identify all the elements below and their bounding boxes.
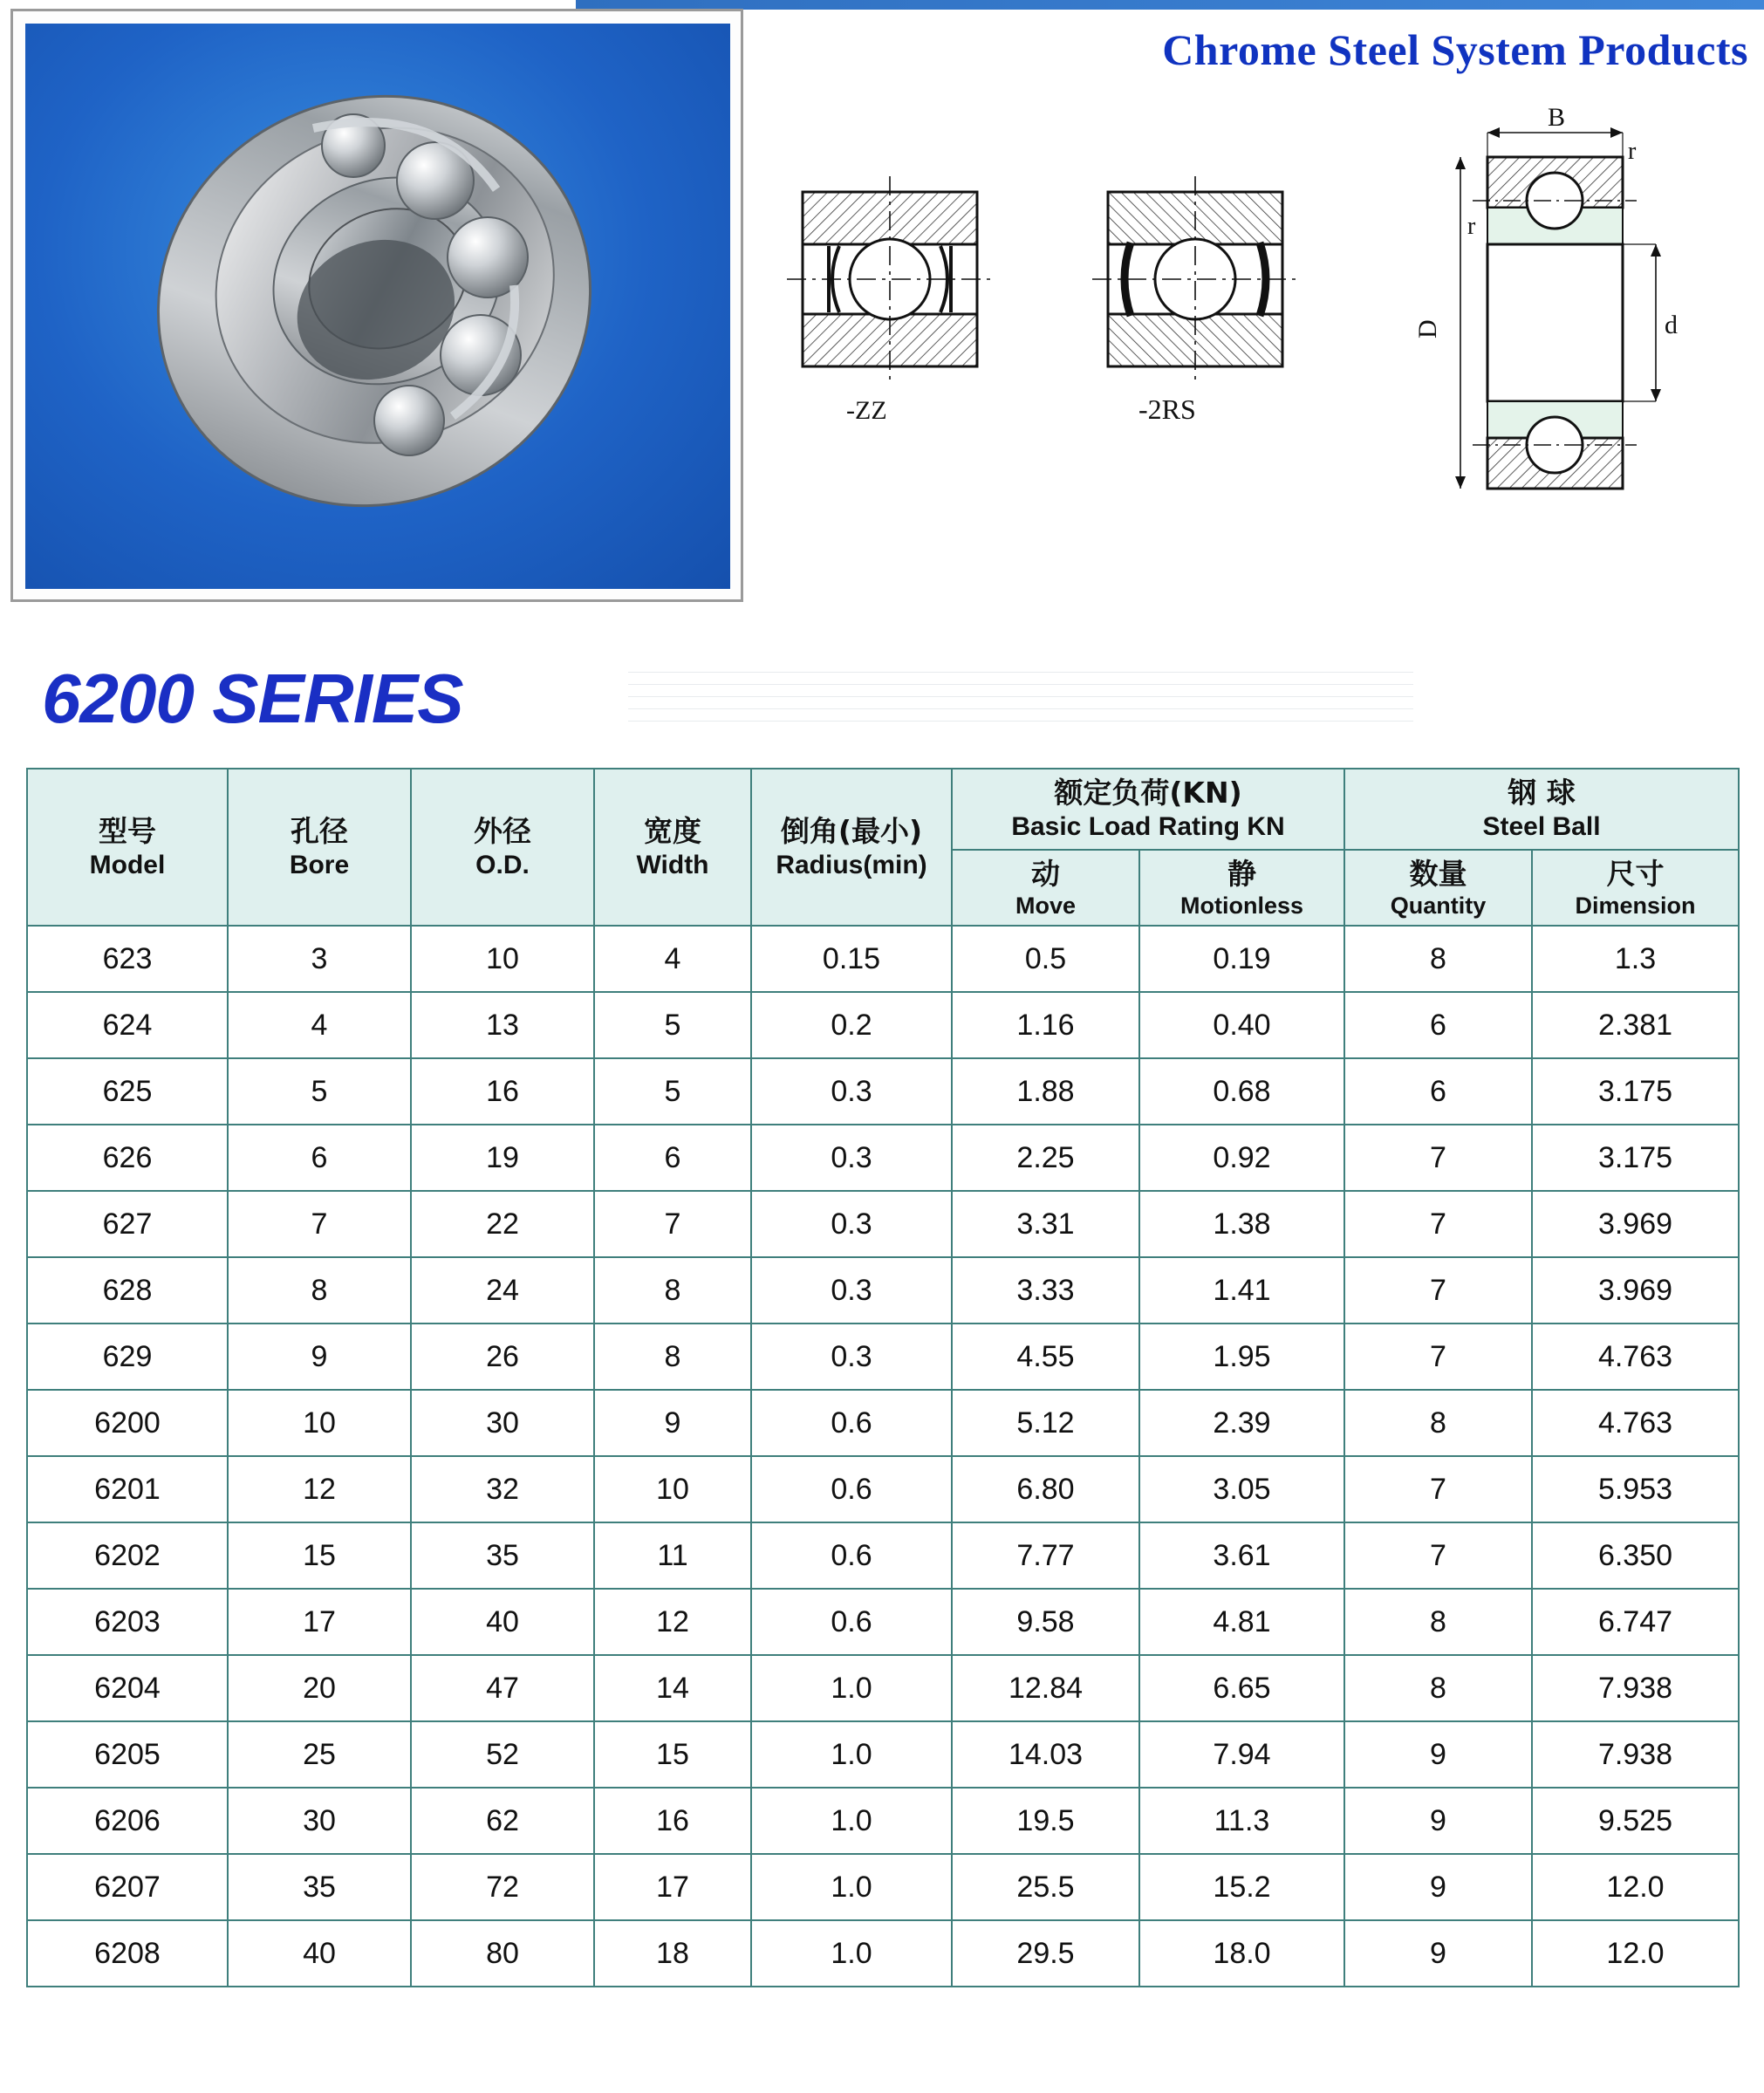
cell-quantity: 7 [1344, 1125, 1532, 1191]
table-row [27, 1854, 1739, 1920]
cell-motionless: 11.3 [1139, 1788, 1344, 1854]
cell-dimension: 2.381 [1532, 992, 1739, 1058]
series-title: 6200 SERIES [42, 660, 463, 737]
cell-dimension: 6.350 [1532, 1522, 1739, 1589]
cell-radius: 0.6 [751, 1390, 952, 1456]
cell-width: 15 [594, 1721, 751, 1788]
cell-radius: 0.3 [751, 1125, 952, 1191]
cell-od: 26 [411, 1324, 594, 1390]
cell-move: 14.03 [952, 1721, 1139, 1788]
header-motionless [1139, 850, 1344, 927]
cell-od: 80 [411, 1920, 594, 1987]
cell-od: 16 [411, 1058, 594, 1125]
header-load-group-cn: 额定负荷(KN) [1054, 776, 1242, 810]
cell-quantity: 7 [1344, 1257, 1532, 1324]
header-load-group-en: Basic Load Rating KN [1011, 812, 1285, 842]
cell-model: 624 [27, 992, 228, 1058]
cell-bore: 7 [228, 1191, 411, 1257]
header-motionless-en: Motionless [1179, 893, 1303, 919]
cell-width: 11 [594, 1522, 751, 1589]
table-row [27, 926, 1739, 992]
cell-od: 47 [411, 1655, 594, 1721]
cell-model: 6206 [27, 1788, 228, 1854]
header-ball-group-cn: 钢 球 [1508, 776, 1576, 810]
header-dimension-en: Dimension [1575, 893, 1696, 919]
cell-od: 24 [411, 1257, 594, 1324]
cell-quantity: 6 [1344, 1058, 1532, 1125]
cell-move: 19.5 [952, 1788, 1139, 1854]
cell-motionless: 1.95 [1139, 1324, 1344, 1390]
cell-width: 10 [594, 1456, 751, 1522]
header-model-cn: 型号 [99, 813, 156, 848]
dim-r-top-label: r [1628, 138, 1637, 165]
header-bore-cn: 孔径 [291, 813, 348, 848]
cell-radius: 0.2 [751, 992, 952, 1058]
cell-width: 5 [594, 992, 751, 1058]
cell-bore: 15 [228, 1522, 411, 1589]
cell-dimension: 4.763 [1532, 1390, 1739, 1456]
cell-model: 625 [27, 1058, 228, 1125]
cell-width: 12 [594, 1589, 751, 1655]
cell-quantity: 7 [1344, 1324, 1532, 1390]
table-row [27, 1788, 1739, 1854]
cell-bore: 3 [228, 926, 411, 992]
cell-move: 12.84 [952, 1655, 1139, 1721]
cell-width: 8 [594, 1257, 751, 1324]
cell-od: 30 [411, 1390, 594, 1456]
cell-dimension: 6.747 [1532, 1589, 1739, 1655]
cell-bore: 4 [228, 992, 411, 1058]
header-model-en: Model [89, 851, 166, 880]
rs-section-diagram [1092, 176, 1298, 382]
cell-od: 62 [411, 1788, 594, 1854]
table-row [27, 1589, 1739, 1655]
cell-motionless: 0.68 [1139, 1058, 1344, 1125]
cell-move: 3.31 [952, 1191, 1139, 1257]
table-row [27, 1920, 1739, 1987]
header-quantity-en: Quantity [1390, 893, 1487, 919]
cell-move: 1.88 [952, 1058, 1139, 1125]
cell-model: 6203 [27, 1589, 228, 1655]
cell-move: 0.5 [952, 926, 1139, 992]
header-radius-cn: 倒角(最小) [780, 813, 923, 848]
cell-od: 22 [411, 1191, 594, 1257]
cell-width: 4 [594, 926, 751, 992]
cell-radius: 1.0 [751, 1920, 952, 1987]
cell-radius: 1.0 [751, 1721, 952, 1788]
cell-width: 18 [594, 1920, 751, 1987]
cell-bore: 8 [228, 1257, 411, 1324]
cell-model: 6204 [27, 1655, 228, 1721]
cell-radius: 0.6 [751, 1522, 952, 1589]
cell-dimension: 3.969 [1532, 1191, 1739, 1257]
cell-bore: 5 [228, 1058, 411, 1125]
cell-bore: 25 [228, 1721, 411, 1788]
cell-dimension: 12.0 [1532, 1854, 1739, 1920]
cell-radius: 0.6 [751, 1456, 952, 1522]
cell-model: 626 [27, 1125, 228, 1191]
table-row [27, 1191, 1739, 1257]
cell-quantity: 6 [1344, 992, 1532, 1058]
cell-quantity: 8 [1344, 1655, 1532, 1721]
cell-quantity: 9 [1344, 1788, 1532, 1854]
cell-radius: 1.0 [751, 1788, 952, 1854]
cell-motionless: 6.65 [1139, 1655, 1344, 1721]
cell-quantity: 7 [1344, 1191, 1532, 1257]
zz-section-diagram [787, 176, 993, 382]
cell-model: 629 [27, 1324, 228, 1390]
header-ball-group-en: Steel Ball [1482, 812, 1601, 842]
table-row [27, 1655, 1739, 1721]
page-header [0, 0, 1764, 611]
cell-motionless: 18.0 [1139, 1920, 1344, 1987]
header-od-cn: 外径 [474, 813, 531, 848]
cell-move: 2.25 [952, 1125, 1139, 1191]
cell-quantity: 8 [1344, 1589, 1532, 1655]
cell-bore: 12 [228, 1456, 411, 1522]
cell-move: 9.58 [952, 1589, 1139, 1655]
dim-D-label: D [1413, 319, 1442, 339]
dim-d-label: d [1665, 311, 1678, 339]
cell-bore: 20 [228, 1655, 411, 1721]
cell-move: 3.33 [952, 1257, 1139, 1324]
header-dimension [1532, 850, 1739, 927]
cell-move: 6.80 [952, 1456, 1139, 1522]
cell-dimension: 1.3 [1532, 926, 1739, 992]
cell-quantity: 8 [1344, 926, 1532, 992]
table-row [27, 1522, 1739, 1589]
cell-dimension: 7.938 [1532, 1655, 1739, 1721]
table-row [27, 1456, 1739, 1522]
cell-quantity: 9 [1344, 1920, 1532, 1987]
dim-B-label: B [1548, 103, 1566, 132]
cell-bore: 17 [228, 1589, 411, 1655]
table-row [27, 1257, 1739, 1324]
cell-dimension: 3.969 [1532, 1257, 1739, 1324]
cell-radius: 1.0 [751, 1854, 952, 1920]
header-radius-en: Radius(min) [776, 851, 927, 880]
bearing-photo-illustration [25, 24, 730, 589]
header-move-cn: 动 [1031, 856, 1060, 891]
cell-model: 6208 [27, 1920, 228, 1987]
header-move [952, 850, 1139, 927]
header-od-en: O.D. [475, 851, 530, 880]
cell-motionless: 0.19 [1139, 926, 1344, 992]
cell-motionless: 3.61 [1139, 1522, 1344, 1589]
cell-move: 4.55 [952, 1324, 1139, 1390]
cell-dimension: 4.763 [1532, 1324, 1739, 1390]
cell-radius: 0.15 [751, 926, 952, 992]
cell-od: 40 [411, 1589, 594, 1655]
cell-od: 32 [411, 1456, 594, 1522]
rs-label: -2RS [1138, 393, 1196, 425]
decorative-lines [628, 672, 1413, 742]
cell-model: 6205 [27, 1721, 228, 1788]
cell-radius: 0.3 [751, 1324, 952, 1390]
cell-move: 5.12 [952, 1390, 1139, 1456]
cell-bore: 10 [228, 1390, 411, 1456]
cell-move: 25.5 [952, 1854, 1139, 1920]
spec-table-body [27, 926, 1739, 1987]
cell-motionless: 2.39 [1139, 1390, 1344, 1456]
cell-dimension: 7.938 [1532, 1721, 1739, 1788]
cell-width: 9 [594, 1390, 751, 1456]
cell-motionless: 7.94 [1139, 1721, 1344, 1788]
cell-width: 7 [594, 1191, 751, 1257]
product-photo-frame [10, 9, 743, 602]
cell-od: 35 [411, 1522, 594, 1589]
cell-motionless: 0.40 [1139, 992, 1344, 1058]
brand-title: Chrome Steel System Products [1162, 25, 1748, 74]
cell-bore: 40 [228, 1920, 411, 1987]
header-radius [751, 769, 952, 926]
cell-od: 19 [411, 1125, 594, 1191]
cell-quantity: 9 [1344, 1854, 1532, 1920]
header-bore [228, 769, 411, 926]
cell-dimension: 12.0 [1532, 1920, 1739, 1987]
header-quantity-cn: 数量 [1409, 856, 1467, 891]
dim-r-left-label: r [1467, 213, 1476, 240]
header-dimension-cn: 尺寸 [1606, 856, 1665, 891]
zz-label: -ZZ [846, 396, 887, 425]
header-quantity [1344, 850, 1532, 927]
cell-od: 10 [411, 926, 594, 992]
table-header-row-1 [27, 769, 1739, 850]
header-bore-en: Bore [289, 851, 350, 880]
header-steel-ball-group [1344, 769, 1739, 850]
cell-bore: 6 [228, 1125, 411, 1191]
cell-bore: 9 [228, 1324, 411, 1390]
table-row [27, 1125, 1739, 1191]
cell-model: 6207 [27, 1854, 228, 1920]
cross-section-diagrams [785, 103, 1754, 585]
cell-radius: 0.3 [751, 1257, 952, 1324]
cell-width: 16 [594, 1788, 751, 1854]
cell-quantity: 7 [1344, 1522, 1532, 1589]
cell-quantity: 9 [1344, 1721, 1532, 1788]
cell-radius: 1.0 [751, 1655, 952, 1721]
cell-dimension: 3.175 [1532, 1058, 1739, 1125]
table-row [27, 1058, 1739, 1125]
header-width-en: Width [636, 851, 709, 880]
cell-dimension: 3.175 [1532, 1125, 1739, 1191]
header-motionless-cn: 静 [1227, 856, 1256, 891]
cell-model: 6200 [27, 1390, 228, 1456]
cell-move: 29.5 [952, 1920, 1139, 1987]
cell-od: 52 [411, 1721, 594, 1788]
cell-model: 6202 [27, 1522, 228, 1589]
technical-diagrams [785, 103, 1754, 585]
cell-radius: 0.6 [751, 1589, 952, 1655]
cell-width: 8 [594, 1324, 751, 1390]
header-move-en: Move [1015, 893, 1077, 919]
cell-dimension: 5.953 [1532, 1456, 1739, 1522]
cell-width: 6 [594, 1125, 751, 1191]
bearing-spec-table [26, 768, 1740, 1987]
cell-width: 17 [594, 1854, 751, 1920]
cell-quantity: 7 [1344, 1456, 1532, 1522]
cell-radius: 0.3 [751, 1058, 952, 1125]
cell-width: 5 [594, 1058, 751, 1125]
header-load-rating-group [952, 769, 1344, 850]
dimensioned-section-diagram [1413, 103, 1678, 489]
cell-motionless: 15.2 [1139, 1854, 1344, 1920]
table-row [27, 992, 1739, 1058]
cell-model: 6201 [27, 1456, 228, 1522]
cell-radius: 0.3 [751, 1191, 952, 1257]
cell-model: 628 [27, 1257, 228, 1324]
cell-model: 623 [27, 926, 228, 992]
header-model [27, 769, 228, 926]
header-od [411, 769, 594, 926]
header-width [594, 769, 751, 926]
cell-motionless: 1.41 [1139, 1257, 1344, 1324]
ball-bearing-photo [25, 24, 730, 589]
cell-move: 1.16 [952, 992, 1139, 1058]
cell-bore: 35 [228, 1854, 411, 1920]
cell-bore: 30 [228, 1788, 411, 1854]
cell-model: 627 [27, 1191, 228, 1257]
cell-motionless: 1.38 [1139, 1191, 1344, 1257]
table-row [27, 1324, 1739, 1390]
cell-width: 14 [594, 1655, 751, 1721]
cell-quantity: 8 [1344, 1390, 1532, 1456]
cell-dimension: 9.525 [1532, 1788, 1739, 1854]
cell-motionless: 0.92 [1139, 1125, 1344, 1191]
cell-motionless: 4.81 [1139, 1589, 1344, 1655]
table-row [27, 1390, 1739, 1456]
header-width-cn: 宽度 [644, 813, 701, 848]
spec-table-wrapper [26, 768, 1738, 1987]
cell-od: 13 [411, 992, 594, 1058]
cell-od: 72 [411, 1854, 594, 1920]
cell-motionless: 3.05 [1139, 1456, 1344, 1522]
cell-move: 7.77 [952, 1522, 1139, 1589]
table-row [27, 1721, 1739, 1788]
